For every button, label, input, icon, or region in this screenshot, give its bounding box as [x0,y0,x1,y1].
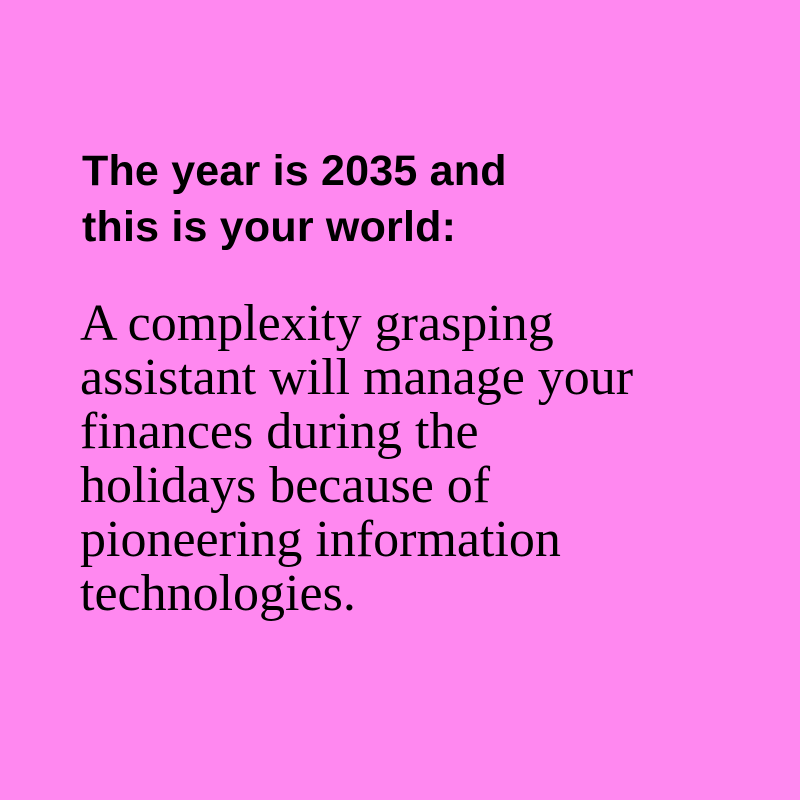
headline-line: this is your world: [82,203,457,251]
headline [82,143,722,255]
body-line: holidays because of [80,457,491,514]
body-line: technologies. [80,565,356,622]
body-line: pioneering information [80,511,561,568]
body-paragraph [80,297,760,621]
body-line: finances during the [80,403,479,460]
body-line: A complexity grasping [80,295,554,352]
headline-line: The year is 2035 and [82,147,507,195]
body-line: assistant will manage your [80,349,634,406]
